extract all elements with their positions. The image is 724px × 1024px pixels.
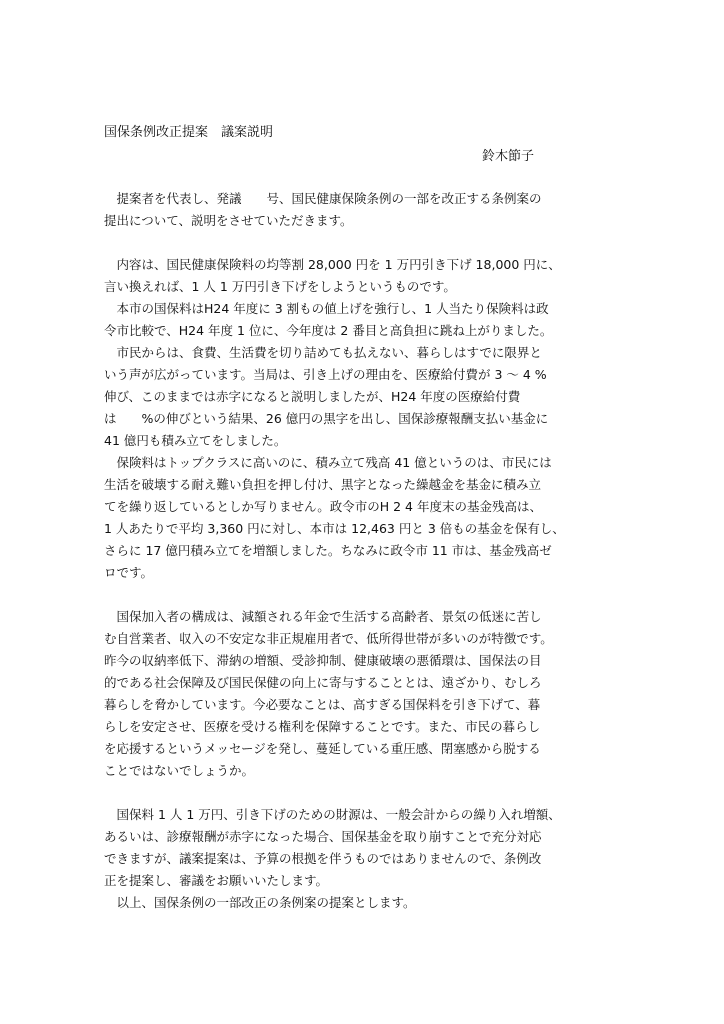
text-line: 提案者を代表し、発議 号、国民健康保険条例の一部を改正する条例案の [104,191,542,206]
paragraph-funding [104,804,624,892]
text-line: 的である社会保障及び国民保健の向上に寄与することとは、遠ざかり、むしろ [104,675,542,690]
paragraph-gap [104,782,624,804]
paragraph-intro [104,188,624,232]
text-line: 暮らしを脅かしています。今必要なことは、高すぎる国保料を引き下げて、暮 [104,697,541,712]
text-line: 1 人あたりで平均 3,360 円に対し、本市は 12,463 円と 3 倍もの基金を保有し、 [104,521,565,536]
text-line: さらに 17 億円積み立てを増額しました。ちなみに政令市 11 市は、基金残高ゼ [104,543,552,558]
paragraph-gap [104,232,624,254]
paragraph-citizen-voice [104,342,624,452]
paragraph-content [104,254,624,298]
paragraph-members [104,606,624,782]
document-body [104,188,624,914]
text-line: ロです。 [104,565,154,580]
text-line: てを繰り返しているとしか写りません。政令市のH 2 4 年度末の基金残高は、 [104,499,542,514]
text-line: 昨今の収納率低下、滞納の増額、受診抑制、健康破壊の悪循環は、国保法の目 [104,653,542,668]
text-line: いう声が広がっています。当局は、引き上げの理由を、医療給付費が 3 ～ 4 % [104,367,547,382]
text-line: できますが、議案提案は、予算の根拠を伴うものではありませんので、条例改 [104,851,542,866]
document-title: 国保条例改正提案 議案説明 [104,125,274,140]
text-line: 言い換えれば、1 人 1 万円引き下げをしようというものです。 [104,279,456,294]
text-line: 正を提案し、審議をお願いいたします。 [104,873,329,888]
author-name: 鈴木節子 [482,149,535,164]
text-line: 令市比較で、H24 年度 1 位に、今年度は 2 番目と高負担に跳ね上がりました。 [104,323,553,338]
text-line: 内容は、国民健康保険料の均等割 28,000 円を 1 万円引き下げ 18,000 円に、 [104,257,561,272]
paragraph-gap [104,584,624,606]
text-line: 国保加入者の構成は、減額される年金で生活する高齢者、景気の低迷に苦し [104,609,542,624]
text-line: む自営業者、収入の不安定な非正規雇用者で、低所得世帯が多いのが特徴です。 [104,631,553,646]
text-line: 本市の国保料はH24 年度に 3 割もの値上げを強行し、1 人当たり保険料は政 [104,301,549,316]
text-line: を応援するというメッセージを発し、蔓延している重圧感、閉塞感から脱する [104,741,541,756]
text-line: 生活を破壊する耐え難い負担を押し付け、黒字となった繰越金を基金に積み立 [104,477,542,492]
text-line: は %の伸びという結果、26 億円の黒字を出し、国保診療報酬支払い基金に [104,411,549,426]
text-line: 提出について、説明をさせていただきます。 [104,213,353,228]
text-line: 市民からは、食費、生活費を切り詰めても払えない、暮らしはすでに限界と [104,345,542,360]
text-line: あるいは、診療報酬が赤字になった場合、国保基金を取り崩すことで充分対応 [104,829,542,844]
paragraph-city-premium [104,298,624,342]
text-line: 国保料 1 人 1 万円、引き下げのための財源は、一般会計からの繰り入れ増額、 [104,807,561,822]
text-line: ことではないでしょうか。 [104,763,255,778]
text-line: 伸び、このままでは赤字になると説明しましたが、H24 年度の医療給付費 [104,389,521,404]
paragraph-closing [104,892,624,914]
paragraph-fund-balance [104,452,624,584]
text-line: 保険料はトップクラスに高いのに、積み立て残高 41 億というのは、市民には [104,455,552,470]
text-line: らしを安定させ、医療を受ける権利を保障することです。また、市民の暮らし [104,719,541,734]
text-line: 41 億円も積み立てをしました。 [104,433,287,448]
text-line: 以上、国保条例の一部改正の条例案の提案とします。 [104,895,416,910]
